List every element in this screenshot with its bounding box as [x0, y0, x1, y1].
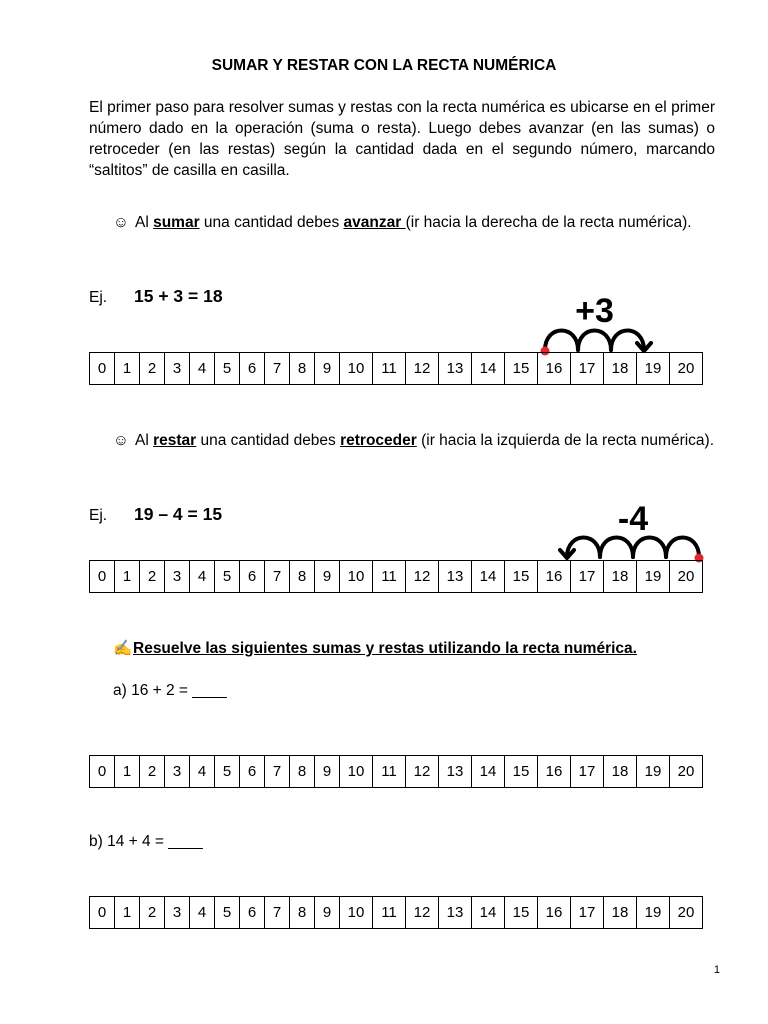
intro-paragraph: El primer paso para resolver sumas y restas con la recta numérica es ubicarse en el primer número dado en la operación (suma o resta). Luego debes avanzar (en las sumas) o retroceder (en las restas) según la cantidad dada en el segundo número, marcando “saltitos” de casilla en casilla.: [89, 99, 715, 179]
number-cell: 20: [670, 561, 703, 593]
number-cell: 18: [604, 897, 637, 929]
sub-rule-post: (ir hacia la izquierda de la recta numérica).: [416, 432, 715, 449]
number-cell: 3: [165, 561, 190, 593]
number-cell: 0: [90, 756, 115, 788]
number-cell: 15: [505, 756, 538, 788]
page-title: SUMAR Y RESTAR CON LA RECTA NUMÉRICA: [211, 57, 557, 74]
number-cell: 16: [538, 756, 571, 788]
jump-label: -4: [617, 500, 649, 538]
number-cell: 12: [406, 897, 439, 929]
number-cell: 6: [240, 756, 265, 788]
number-cell: 12: [406, 561, 439, 593]
number-cell: 7: [265, 561, 290, 593]
number-cell: 6: [240, 353, 265, 385]
example-label: Ej.: [89, 289, 108, 306]
number-cell: 10: [340, 897, 373, 929]
number-cell: 18: [604, 561, 637, 593]
number-cell: 6: [240, 561, 265, 593]
exercise-a: a) 16 + 2 = ____: [113, 682, 227, 699]
number-cell: 10: [340, 561, 373, 593]
number-cell: 8: [290, 897, 315, 929]
number-cell: 18: [604, 353, 637, 385]
number-cell: 7: [265, 897, 290, 929]
number-cell: 9: [315, 897, 340, 929]
page-number: 1: [713, 964, 720, 976]
number-cell: 1: [115, 897, 140, 929]
number-cell: 11: [373, 353, 406, 385]
number-cell: 8: [290, 561, 315, 593]
number-cell: 2: [140, 756, 165, 788]
number-cell: 12: [406, 756, 439, 788]
sum-rule-action: avanzar: [343, 214, 406, 231]
number-cell: 17: [571, 353, 604, 385]
number-cell: 6: [240, 897, 265, 929]
number-cell: 8: [290, 353, 315, 385]
jump-arc: [666, 538, 699, 558]
smiley-icon: ☺: [113, 214, 129, 231]
number-cell: 15: [505, 561, 538, 593]
number-cell: 2: [140, 897, 165, 929]
number-cell: 19: [637, 897, 670, 929]
sub-rule-pre: Al: [135, 432, 154, 449]
writing-hand-icon: ✍: [113, 640, 133, 657]
number-cell: 14: [472, 756, 505, 788]
number-cell: 0: [90, 897, 115, 929]
number-cell: 10: [340, 756, 373, 788]
number-cell: 1: [115, 756, 140, 788]
smiley-icon: ☺: [113, 432, 129, 449]
number-cell: 4: [190, 756, 215, 788]
exercise-b: b) 14 + 4 = ____: [89, 833, 203, 850]
number-line-exercise-b: [89, 896, 703, 929]
number-line-exercise-a: [89, 755, 703, 788]
number-cell: 13: [439, 897, 472, 929]
number-cell: 1: [115, 561, 140, 593]
number-cell: 8: [290, 756, 315, 788]
number-cell: 20: [670, 756, 703, 788]
number-cell: 19: [637, 756, 670, 788]
sum-rule-post: (ir hacia la derecha de la recta numérica).: [405, 214, 692, 231]
instruction: [113, 639, 637, 658]
number-cell: 1: [115, 353, 140, 385]
number-cell: 16: [538, 561, 571, 593]
number-cell: 19: [637, 353, 670, 385]
number-cell: 9: [315, 561, 340, 593]
number-cell: 5: [215, 561, 240, 593]
number-cell: 13: [439, 756, 472, 788]
example-sum-equation: 15 + 3 = 18: [134, 286, 223, 306]
sub-rule-mid: una cantidad debes: [196, 432, 341, 449]
number-cell: 12: [406, 353, 439, 385]
instruction-text: Resuelve las siguientes sumas y restas utilizando la recta numérica.: [133, 640, 637, 657]
number-cell: 0: [90, 353, 115, 385]
number-cell: 15: [505, 897, 538, 929]
sub-rule-verb: restar: [153, 432, 197, 449]
number-cell: 17: [571, 561, 604, 593]
number-cell: 16: [538, 897, 571, 929]
number-cell: 11: [373, 756, 406, 788]
number-cell: 19: [637, 561, 670, 593]
sum-rule-pre: Al: [135, 214, 154, 231]
number-cell: 20: [670, 353, 703, 385]
number-cell: 5: [215, 353, 240, 385]
number-cell: 2: [140, 561, 165, 593]
number-cell: 4: [190, 561, 215, 593]
number-cell: 11: [373, 897, 406, 929]
number-cell: 10: [340, 353, 373, 385]
number-cell: 0: [90, 561, 115, 593]
number-cell: 4: [190, 353, 215, 385]
number-cell: 20: [670, 897, 703, 929]
jump-arc: [600, 538, 633, 558]
number-cell: 14: [472, 561, 505, 593]
number-cell: 13: [439, 561, 472, 593]
number-cell: 2: [140, 353, 165, 385]
number-cell: 3: [165, 353, 190, 385]
number-cell: 14: [472, 897, 505, 929]
number-cell: 11: [373, 561, 406, 593]
sum-rule-mid: una cantidad debes: [199, 214, 344, 231]
jump-label: +3: [575, 292, 614, 330]
sub-rule-action: retroceder: [340, 432, 417, 449]
number-cell: 13: [439, 353, 472, 385]
number-cell: 3: [165, 897, 190, 929]
number-cell: 7: [265, 756, 290, 788]
example-sub-equation: 19 – 4 = 15: [134, 504, 223, 524]
number-cell: 16: [538, 353, 571, 385]
number-cell: 17: [571, 756, 604, 788]
number-cell: 5: [215, 756, 240, 788]
number-cell: 3: [165, 756, 190, 788]
number-cell: 9: [315, 353, 340, 385]
number-cell: 18: [604, 756, 637, 788]
number-cell: 9: [315, 756, 340, 788]
number-cell: 5: [215, 897, 240, 929]
example-label: Ej.: [89, 507, 108, 524]
number-cell: 7: [265, 353, 290, 385]
number-cell: 15: [505, 353, 538, 385]
jump-arc: [633, 538, 666, 558]
number-cell: 4: [190, 897, 215, 929]
sum-rule-verb: sumar: [153, 214, 200, 231]
number-cell: 17: [571, 897, 604, 929]
number-cell: 14: [472, 353, 505, 385]
number-line-example-sub: [89, 560, 703, 593]
